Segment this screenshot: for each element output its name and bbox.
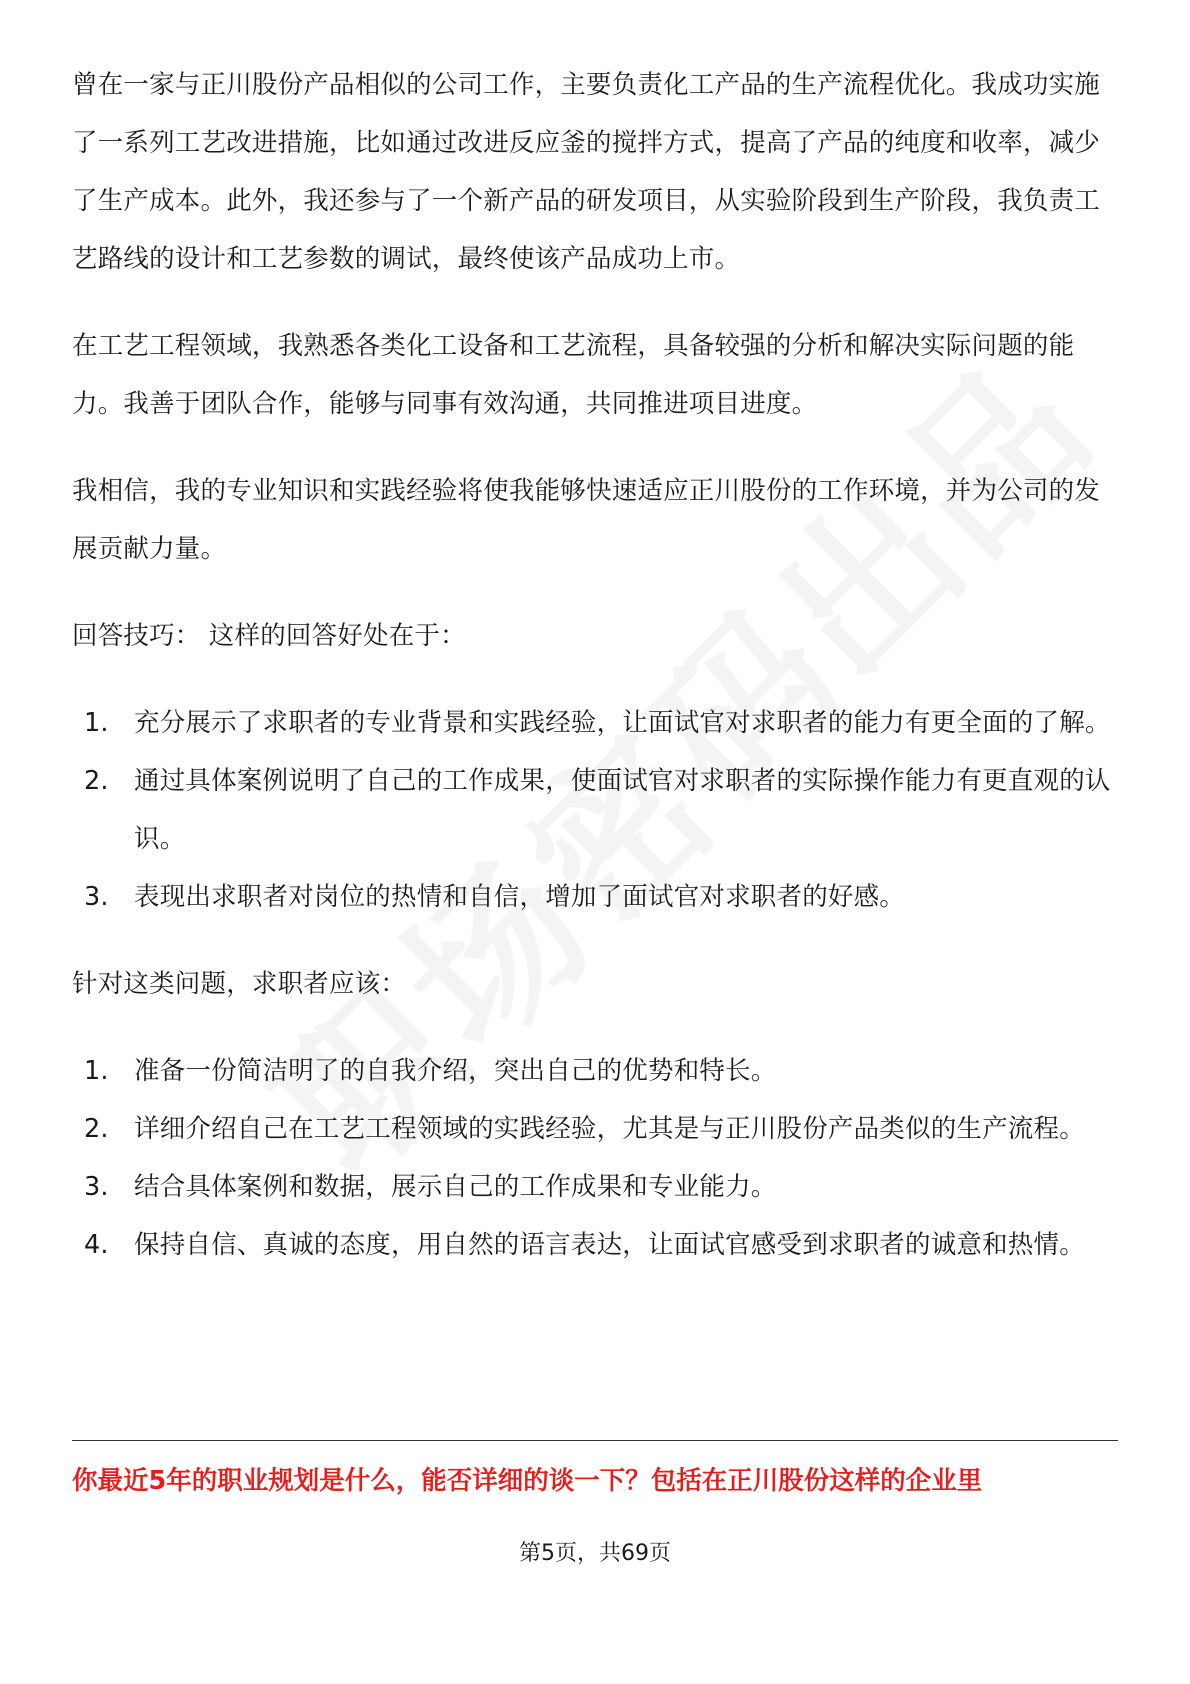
list-item-text: 准备一份简洁明了的自我介绍，突出自己的优势和特长。 (134, 1056, 777, 1086)
list-item-text: 保持自信、真诚的态度，用自然的语言表达，让面试官感受到求职者的诚意和热情。 (134, 1230, 1085, 1260)
list-item-number: 3. (84, 882, 109, 912)
list-item (72, 1042, 1112, 1100)
intro-paragraph-2: 在工艺工程领域，我熟悉各类化工设备和工艺流程，具备较强的分析和解决实际问题的能力。我善于团队合作，能够与同事有效沟通，共同推进项目进度。 (72, 331, 1075, 419)
list-item-number: 2. (84, 766, 109, 796)
list-item-text: 详细介绍自己在工艺工程领域的实践经验，尤其是与正川股份产品类似的生产流程。 (134, 1114, 1085, 1144)
intro-paragraph-1: 曾在一家与正川股份产品相似的公司工作，主要负责化工产品的生产流程优化。我成功实施了一系列工艺改进措施，比如通过改进反应釜的搅拌方式，提高了产品的纯度和收率，减少了生产成本。此外，我还参与了一个新产品的研发项目，从实验阶段到生产阶段，我负责工艺路线的设计和工艺参数的调试，最终使该产品成功上市。 (72, 70, 1101, 274)
list-item-number: 2. (84, 1114, 109, 1144)
list-item-text: 结合具体案例和数据，展示自己的工作成果和专业能力。 (134, 1172, 777, 1202)
list-item-text: 充分展示了求职者的专业背景和实践经验，让面试官对求职者的能力有更全面的了解。 (134, 708, 1111, 738)
list-item (72, 752, 1112, 868)
list-item-text: 通过具体案例说明了自己的工作成果，使面试官对求职者的实际操作能力有更直观的认识。 (134, 766, 1111, 854)
list-item (72, 694, 1112, 752)
advice-list (72, 1042, 1112, 1274)
page-number: 第5页，共69页 (519, 1541, 671, 1566)
answer-content (72, 56, 1112, 1303)
list-item-number: 1. (84, 1056, 109, 1086)
next-question-heading: 你最近5年的职业规划是什么，能否详细的谈一下？包括在正川股份这样的企业里 (72, 1466, 983, 1496)
intro-paragraph-3: 我相信，我的专业知识和实践经验将使我能够快速适应正川股份的工作环境，并为公司的发展贡献力量。 (72, 476, 1101, 564)
list-item (72, 1100, 1112, 1158)
list-item-number: 4. (84, 1230, 109, 1260)
section-divider (72, 1440, 1118, 1441)
tips-list (72, 694, 1112, 926)
tips-heading: 回答技巧： 这样的回答好处在于： (72, 621, 466, 651)
list-item (72, 1216, 1112, 1274)
list-item-number: 3. (84, 1172, 109, 1202)
list-item-text: 表现出求职者对岗位的热情和自信，增加了面试官对求职者的好感。 (134, 882, 906, 912)
list-item (72, 868, 1112, 926)
list-item-number: 1. (84, 708, 109, 738)
advice-heading: 针对这类问题，求职者应该： (72, 969, 407, 999)
list-item (72, 1158, 1112, 1216)
